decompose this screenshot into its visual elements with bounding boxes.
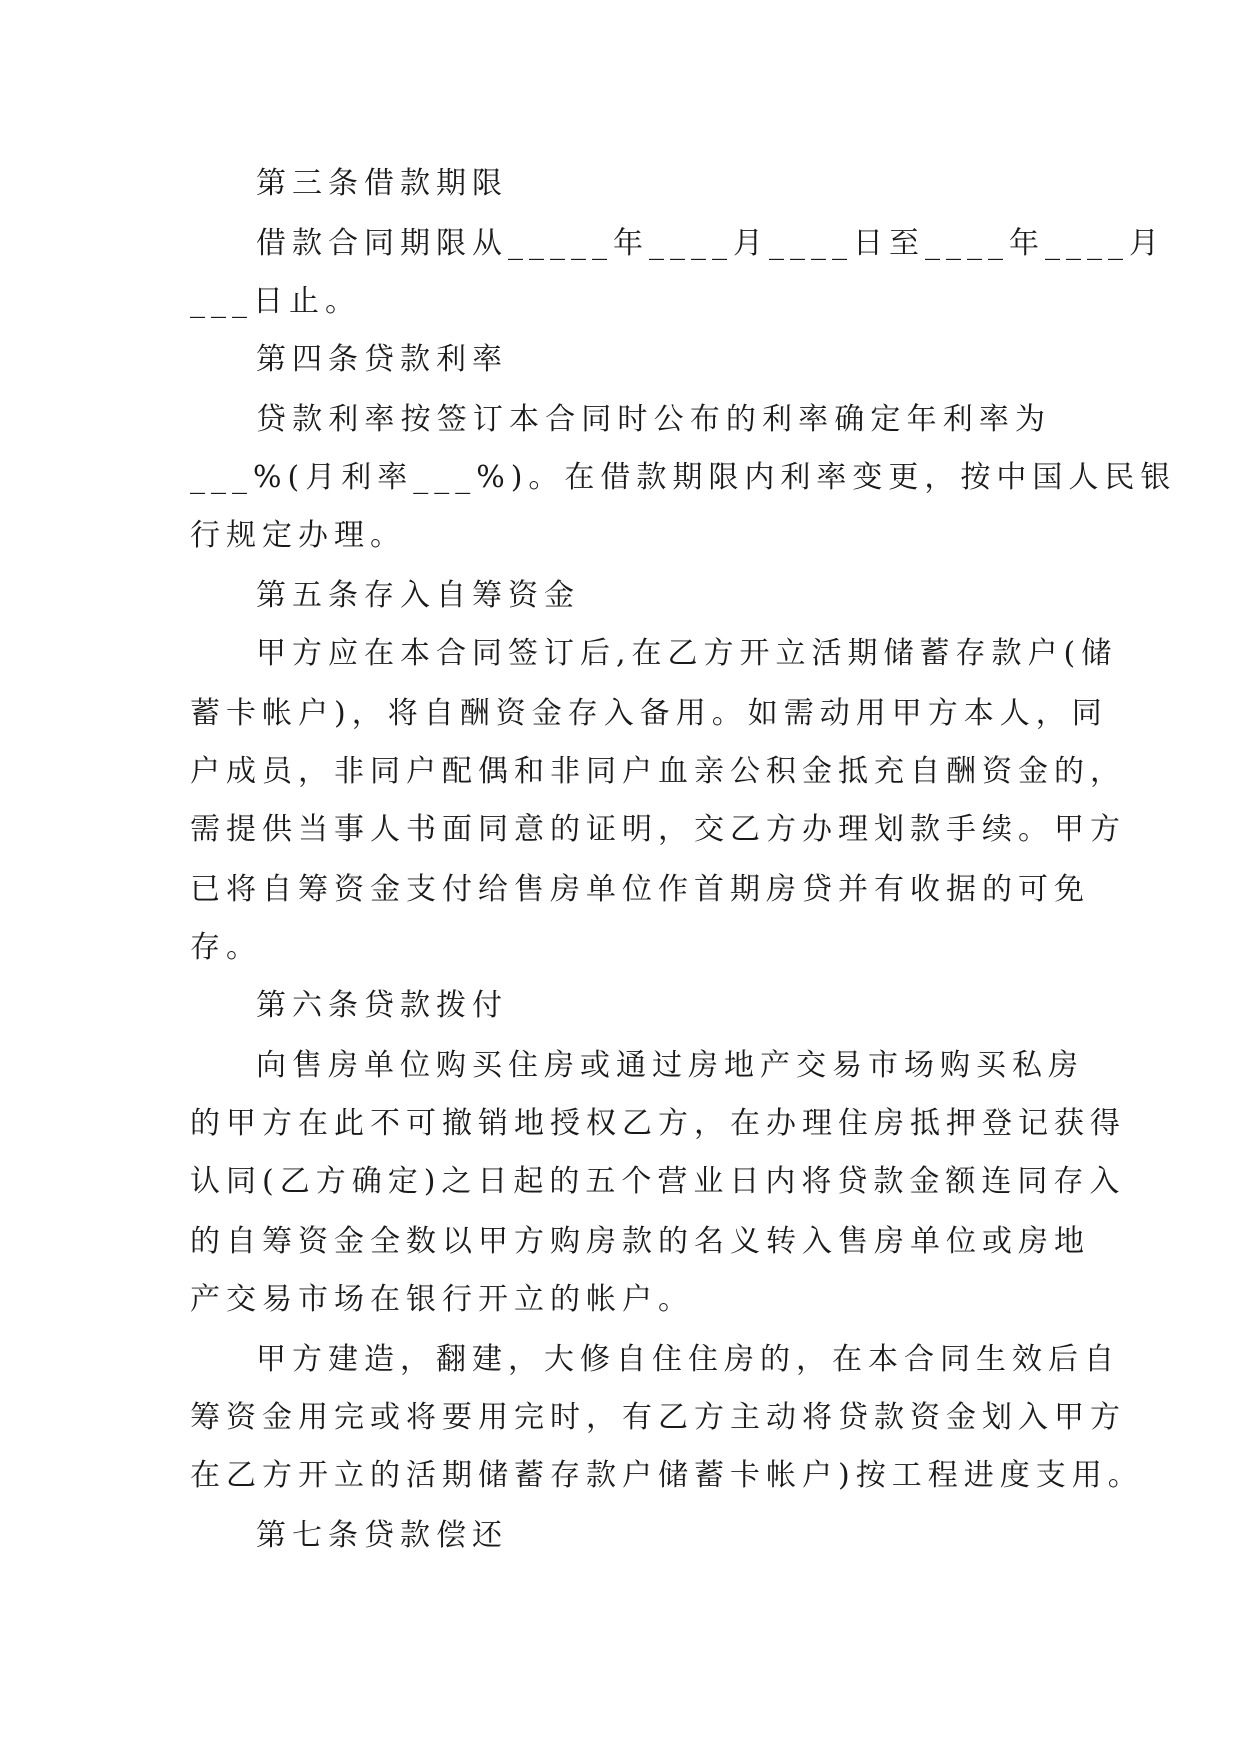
paragraph-line: 存。	[190, 930, 262, 965]
article-3-heading: 第三条借款期限	[256, 166, 508, 201]
article-5-heading: 第五条存入自筹资金	[256, 578, 580, 613]
paragraph-line: 需提供当事人书面同意的证明，交乙方办理划款手续。甲方	[190, 812, 1126, 847]
paragraph-line: 的甲方在此不可撤销地授权乙方，在办理住房抵押登记获得	[190, 1106, 1126, 1141]
paragraph-line: 甲方应在本合同签订后,在乙方开立活期储蓄存款户(储	[256, 636, 1118, 671]
paragraph-line: ___%(月利率___%)。在借款期限内利率变更，按中国人民银	[190, 460, 1177, 495]
paragraph-line: 贷款利率按签订本合同时公布的利率确定年利率为	[256, 402, 1051, 437]
paragraph-line: 向售房单位购买住房或通过房地产交易市场购买私房	[256, 1048, 1084, 1083]
paragraph-line: 甲方建造，翻建，大修自住住房的，在本合同生效后自	[256, 1342, 1120, 1377]
paragraph-line: 在乙方开立的活期储蓄存款户储蓄卡帐户)按工程进度支用。	[190, 1458, 1144, 1493]
paragraph-line: ___日止。	[190, 284, 361, 319]
paragraph-line: 蓄卡帐户)，将自酬资金存入备用。如需动用甲方本人，同	[190, 696, 1108, 731]
article-4-heading: 第四条贷款利率	[256, 342, 508, 377]
article-6-heading: 第六条贷款拨付	[256, 988, 508, 1023]
paragraph-line: 户成员，非同户配偶和非同户血亲公积金抵充自酬资金的，	[190, 754, 1126, 789]
paragraph-line: 行规定办理。	[190, 518, 406, 553]
paragraph-line: 的自筹资金全数以甲方购房款的名义转入售房单位或房地	[190, 1224, 1090, 1259]
paragraph-line: 产交易市场在银行开立的帐户。	[190, 1282, 694, 1317]
paragraph-line: 筹资金用完或将要用完时，有乙方主动将贷款资金划入甲方	[190, 1400, 1126, 1435]
paragraph-line: 借款合同期限从_____年____月____日至____年____月	[256, 226, 1165, 261]
article-7-heading: 第七条贷款偿还	[256, 1518, 508, 1553]
paragraph-line: 认同(乙方确定)之日起的五个营业日内将贷款金额连同存入	[190, 1164, 1126, 1199]
paragraph-line: 已将自筹资金支付给售房单位作首期房贷并有收据的可免	[190, 872, 1090, 907]
